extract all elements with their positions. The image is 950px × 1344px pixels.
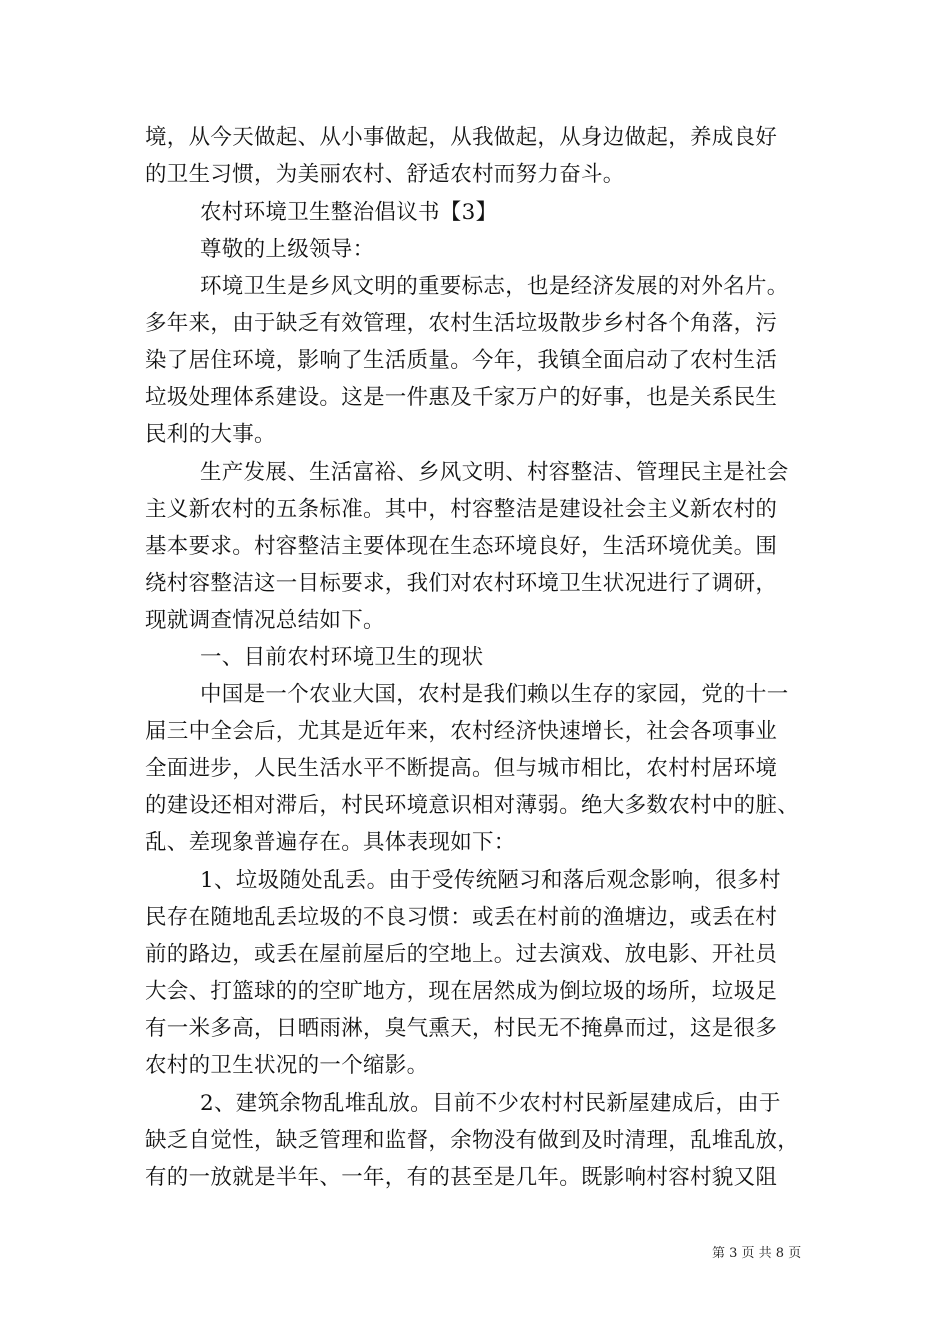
section-heading: 农村环境卫生整治倡议书【3】 [200,200,498,225]
text-line: 现就调查情况总结如下。 [145,608,385,633]
text-line: 农村的卫生状况的一个缩影。 [145,1053,429,1078]
text-line: 全面进步，人民生活水平不断提高。但与城市相比，农村村居环境 [145,756,778,781]
text-line: 缺乏自觉性，缺乏管理和监督，余物没有做到及时清理，乱堆乱放， [145,1128,800,1153]
text-line: 的卫生习惯，为美丽农村、舒适农村而努力奋斗。 [145,162,625,187]
text-line: 有一米多高，日晒雨淋，臭气熏天，村民无不掩鼻而过，这是很多 [145,1016,778,1041]
paragraph-start: 1、垃圾随处乱丢。由于受传统陋习和落后观念影响，很多村 [200,868,781,893]
text-line: 垃圾处理体系建设。这是一件惠及千家万户的好事，也是关系民生 [145,385,778,410]
section-heading: 一、目前农村环境卫生的现状 [200,645,484,670]
text-line: 绕村容整洁这一目标要求，我们对农村环境卫生状况进行了调研， [145,571,778,596]
text-line: 民存在随地乱丢垃圾的不良习惯：或丢在村前的渔塘边，或丢在村 [145,905,778,930]
salutation: 尊敬的上级领导： [200,237,375,262]
text-line: 染了居住环境，影响了生活质量。今年，我镇全面启动了农村生活 [145,348,778,373]
text-line: 前的路边，或丢在屋前屋后的空地上。过去演戏、放电影、开社员 [145,942,778,967]
text-line: 基本要求。村容整洁主要体现在生态环境良好，生活环境优美。围 [145,534,778,559]
page-number: 第 3 页 共 8 页 [712,1246,802,1261]
paragraph-start: 中国是一个农业大国，农村是我们赖以生存的家园，党的十一 [200,682,789,707]
text-line: 境，从今天做起、从小事做起，从我做起，从身边做起，养成良好 [145,125,778,150]
text-line: 有的一放就是半年、一年，有的甚至是几年。既影响村容村貌又阻 [145,1165,778,1190]
text-line: 的建设还相对滞后，村民环境意识相对薄弱。绝大多数农村中的脏、 [145,793,800,818]
text-line: 届三中全会后，尤其是近年来，农村经济快速增长，社会各项事业 [145,719,778,744]
paragraph-start: 环境卫生是乡风文明的重要标志，也是经济发展的对外名片。 [200,274,789,299]
text-line: 乱、差现象普遍存在。具体表现如下： [145,830,516,855]
text-line: 主义新农村的五条标准。其中，村容整洁是建设社会主义新农村的 [145,497,778,522]
paragraph-start: 生产发展、生活富裕、乡风文明、村容整洁、管理民主是社会 [200,460,789,485]
text-line: 大会、打篮球的的空旷地方，现在居然成为倒垃圾的场所，垃圾足 [145,979,778,1004]
paragraph-start: 2、建筑余物乱堆乱放。目前不少农村村民新屋建成后，由于 [200,1091,781,1116]
text-line: 多年来，由于缺乏有效管理，农村生活垃圾散步乡村各个角落，污 [145,311,778,336]
text-line: 民利的大事。 [145,422,276,447]
